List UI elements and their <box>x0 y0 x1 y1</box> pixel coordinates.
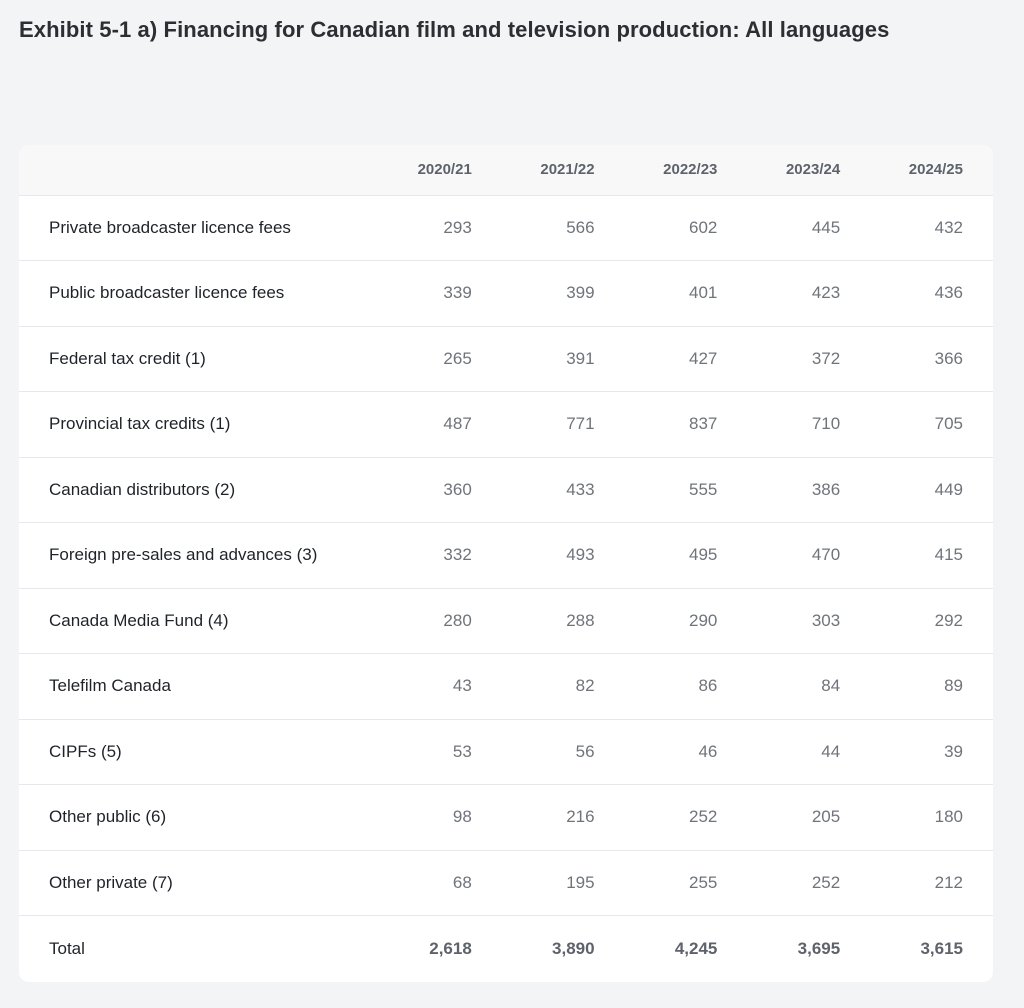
row-label: Telefilm Canada <box>19 654 379 720</box>
row-value: 566 <box>502 195 625 261</box>
row-value: 280 <box>379 588 502 654</box>
row-value: 487 <box>379 392 502 458</box>
row-value: 255 <box>625 850 748 916</box>
total-row <box>19 916 993 982</box>
row-value: 449 <box>870 457 993 523</box>
row-value: 252 <box>747 850 870 916</box>
row-value: 82 <box>502 654 625 720</box>
row-value: 445 <box>747 195 870 261</box>
table-row <box>19 195 993 261</box>
row-value: 180 <box>870 785 993 851</box>
row-value: 705 <box>870 392 993 458</box>
row-value: 401 <box>625 261 748 327</box>
table-row <box>19 261 993 327</box>
row-value: 386 <box>747 457 870 523</box>
row-value: 288 <box>502 588 625 654</box>
row-label: Federal tax credit (1) <box>19 326 379 392</box>
row-value: 372 <box>747 326 870 392</box>
page-title: Exhibit 5-1 a) Financing for Canadian film and television production: All languages <box>19 17 890 42</box>
row-value: 602 <box>625 195 748 261</box>
row-label: CIPFs (5) <box>19 719 379 785</box>
row-label: Foreign pre-sales and advances (3) <box>19 523 379 589</box>
row-value: 89 <box>870 654 993 720</box>
total-value: 3,890 <box>552 938 595 958</box>
row-value: 710 <box>747 392 870 458</box>
row-value: 427 <box>625 326 748 392</box>
row-value: 771 <box>502 392 625 458</box>
financing-table-card <box>19 145 993 982</box>
row-value: 415 <box>870 523 993 589</box>
row-value: 216 <box>502 785 625 851</box>
row-value: 195 <box>502 850 625 916</box>
header-year-2022-23: 2022/23 <box>625 145 748 195</box>
row-label: Other private (7) <box>19 850 379 916</box>
row-value: 332 <box>379 523 502 589</box>
row-label: Public broadcaster licence fees <box>19 261 379 327</box>
row-value: 39 <box>870 719 993 785</box>
row-value: 98 <box>379 785 502 851</box>
total-value: 3,615 <box>920 938 963 958</box>
row-value: 432 <box>870 195 993 261</box>
row-value: 86 <box>625 654 748 720</box>
row-value: 470 <box>747 523 870 589</box>
header-year-2020-21: 2020/21 <box>379 145 502 195</box>
row-value: 56 <box>502 719 625 785</box>
row-value: 339 <box>379 261 502 327</box>
row-value: 360 <box>379 457 502 523</box>
row-value: 84 <box>747 654 870 720</box>
total-value: 3,695 <box>797 938 841 958</box>
table-row <box>19 654 993 720</box>
row-value: 495 <box>625 523 748 589</box>
row-value: 290 <box>625 588 748 654</box>
table-header-row <box>19 145 993 195</box>
total-value: 2,618 <box>429 938 472 958</box>
row-value: 68 <box>379 850 502 916</box>
header-year-2021-22: 2021/22 <box>502 145 625 195</box>
table-row <box>19 457 993 523</box>
row-value: 366 <box>870 326 993 392</box>
row-value: 433 <box>502 457 625 523</box>
table-row <box>19 326 993 392</box>
row-label: Private broadcaster licence fees <box>19 195 379 261</box>
total-value: 4,245 <box>674 938 718 958</box>
header-year-2024-25: 2024/25 <box>870 145 993 195</box>
row-value: 44 <box>747 719 870 785</box>
row-value: 265 <box>379 326 502 392</box>
row-value: 423 <box>747 261 870 327</box>
row-label: Provincial tax credits (1) <box>19 392 379 458</box>
row-value: 493 <box>502 523 625 589</box>
row-label: Canada Media Fund (4) <box>19 588 379 654</box>
table-body <box>19 195 993 981</box>
row-value: 212 <box>870 850 993 916</box>
row-value: 46 <box>625 719 748 785</box>
row-label: Canadian distributors (2) <box>19 457 379 523</box>
row-value: 205 <box>747 785 870 851</box>
row-value: 53 <box>379 719 502 785</box>
row-value: 555 <box>625 457 748 523</box>
row-value: 43 <box>379 654 502 720</box>
row-value: 436 <box>870 261 993 327</box>
table-row <box>19 785 993 851</box>
table-row <box>19 719 993 785</box>
total-label: Total <box>49 938 85 958</box>
header-label-cell <box>19 145 379 195</box>
table-row <box>19 523 993 589</box>
row-value: 399 <box>502 261 625 327</box>
row-value: 837 <box>625 392 748 458</box>
financing-table <box>19 145 993 981</box>
table-row <box>19 588 993 654</box>
row-value: 252 <box>625 785 748 851</box>
row-label: Other public (6) <box>19 785 379 851</box>
row-value: 292 <box>870 588 993 654</box>
row-value: 391 <box>502 326 625 392</box>
row-value: 293 <box>379 195 502 261</box>
header-year-2023-24: 2023/24 <box>747 145 870 195</box>
row-value: 303 <box>747 588 870 654</box>
table-row <box>19 392 993 458</box>
table-row <box>19 850 993 916</box>
